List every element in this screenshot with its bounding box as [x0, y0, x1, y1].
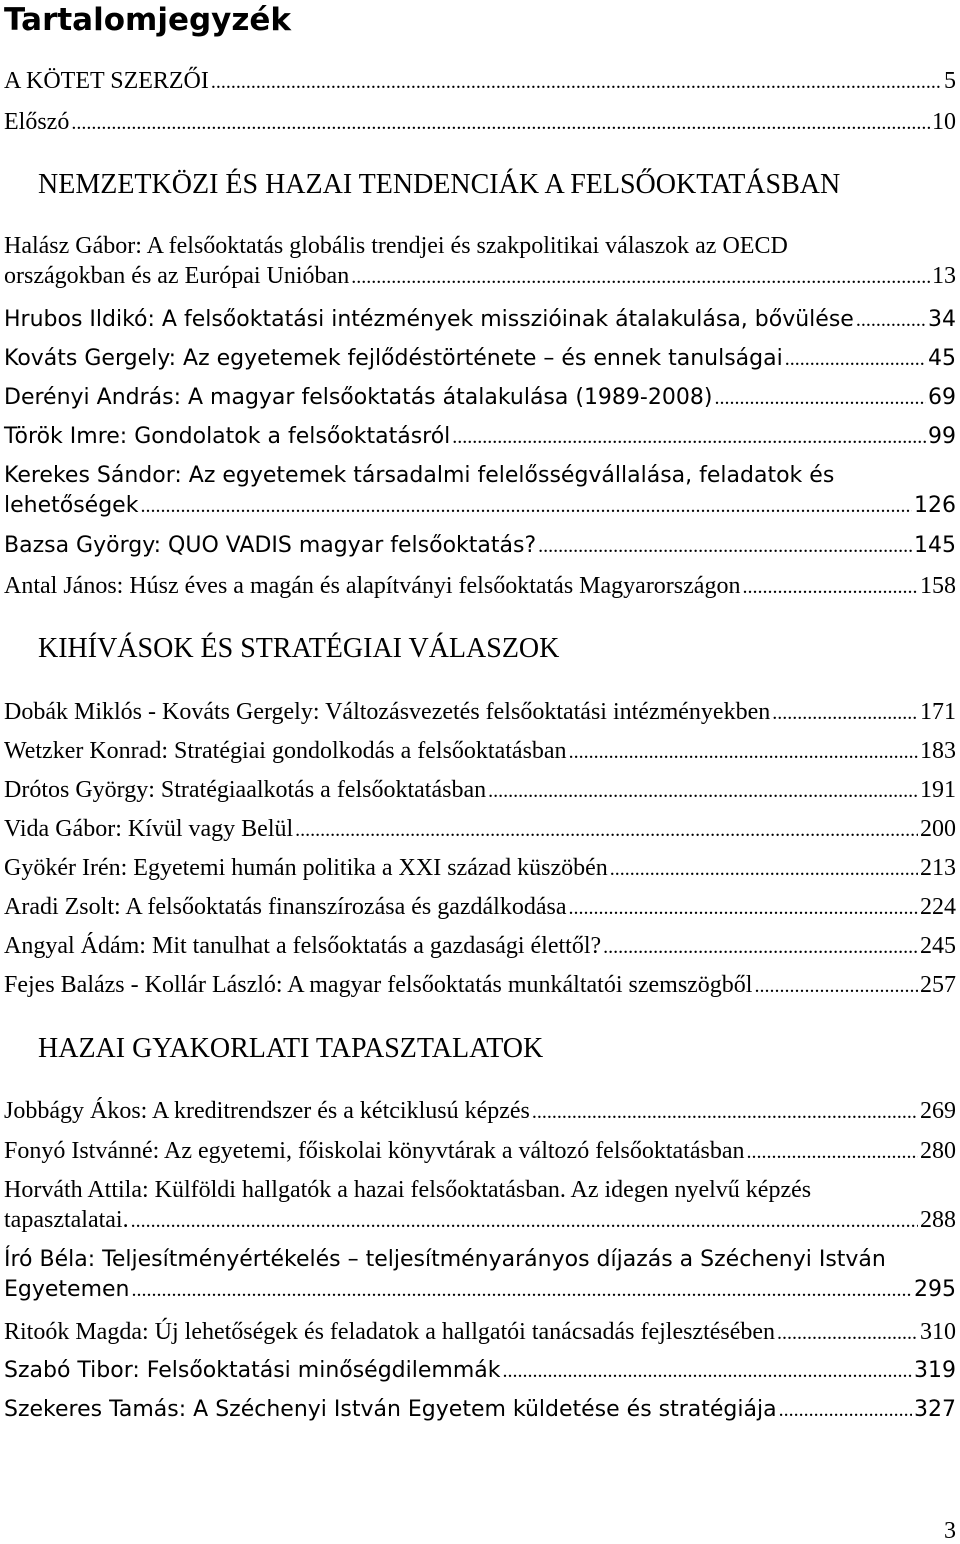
- toc-entry-page: 295: [914, 1277, 956, 1302]
- toc-entry[interactable]: [4, 1245, 956, 1305]
- toc-entry-page: 213: [920, 855, 956, 881]
- section-heading: KIHÍVÁSOK ÉS STRATÉGIAI VÁLASZOK: [38, 633, 560, 664]
- toc-entry-title: országokban és az Európai Unióban: [4, 263, 350, 289]
- toc-entry-title: Dobák Miklós - Kováts Gergely: Változásvezetés felsőoktatási intézményekben: [4, 699, 771, 725]
- toc-entry[interactable]: [4, 1317, 956, 1348]
- toc-entry-page: 288: [920, 1207, 956, 1233]
- toc-entry-title: Antal János: Húsz éves a magán és alapítványi felsőoktatás Magyarországon: [4, 573, 741, 599]
- toc-entry-page: 145: [914, 533, 956, 558]
- toc-entry[interactable]: [4, 775, 956, 806]
- toc-entry-title-line: Író Béla: Teljesítményértékelés – teljesítményarányos díjazás a Széchenyi István: [4, 1247, 886, 1272]
- toc-entry-title: Hrubos Ildikó: A felsőoktatási intézmények misszióinak átalakulása, bővülése: [4, 307, 854, 332]
- toc-entry[interactable]: [4, 1356, 956, 1386]
- page-title: Tartalomjegyzék: [4, 2, 292, 38]
- toc-entry[interactable]: [4, 571, 956, 602]
- toc-entry-title: Vida Gábor: Kívül vagy Belül: [4, 816, 294, 842]
- toc-entry-title-line: Halász Gábor: A felsőoktatás globális trendjei és szakpolitikai válaszok az OECD: [4, 233, 788, 259]
- toc-entry-page: 183: [920, 738, 956, 764]
- toc-entry-page: 5: [944, 68, 956, 94]
- toc-entry-title: A KÖTET SZERZŐI: [4, 68, 209, 94]
- toc-entry-page: 200: [920, 816, 956, 842]
- toc-entry[interactable]: [4, 697, 956, 728]
- toc-entry-title: Kováts Gergely: Az egyetemek fejlődéstörténete – és ennek tanulságai: [4, 346, 783, 371]
- toc-entry-title: Aradi Zsolt: A felsőoktatás finanszírozása és gazdálkodása: [4, 894, 567, 920]
- toc-entry-page: 245: [920, 933, 956, 959]
- toc-entry-page: 99: [928, 424, 956, 449]
- toc-entry[interactable]: [4, 970, 956, 1001]
- toc-entry[interactable]: [4, 1395, 956, 1425]
- toc-entry[interactable]: [4, 231, 956, 292]
- toc-entry-page: 327: [914, 1397, 956, 1422]
- toc-entry-page: 45: [928, 346, 956, 371]
- toc-entry-page: 319: [914, 1358, 956, 1383]
- toc-entry[interactable]: [4, 1136, 956, 1167]
- toc-entry[interactable]: [4, 305, 956, 335]
- toc-entry-title: tapasztalatai.: [4, 1207, 129, 1233]
- toc-entry[interactable]: [4, 383, 956, 413]
- toc-entry-title: Drótos György: Stratégiaalkotás a felsőoktatásban: [4, 777, 487, 803]
- section-heading: NEMZETKÖZI ÉS HAZAI TENDENCIÁK A FELSŐOKTATÁSBAN: [38, 169, 841, 200]
- toc-entry-page: 257: [920, 972, 956, 998]
- section-heading: HAZAI GYAKORLATI TAPASZTALATOK: [38, 1033, 544, 1064]
- toc-entry-title: Angyal Ádám: Mit tanulhat a felsőoktatás a gazdasági élettől?: [4, 933, 602, 959]
- toc-entry-page: 10: [932, 109, 956, 135]
- toc-entry-title: Gyökér Irén: Egyetemi humán politika a XXI század küszöbén: [4, 855, 608, 881]
- toc-entry-title: Derényi András: A magyar felsőoktatás átalakulása (1989-2008): [4, 385, 713, 410]
- toc-entry[interactable]: [4, 531, 956, 561]
- toc-entry-title-line: Kerekes Sándor: Az egyetemek társadalmi felelősségvállalása, feladatok és: [4, 463, 835, 488]
- toc-entry-title: Jobbágy Ákos: A kreditrendszer és a kétciklusú képzés: [4, 1098, 530, 1124]
- toc-entry-page: 126: [914, 493, 956, 518]
- toc-entry[interactable]: [4, 461, 956, 521]
- toc-entry-title: Fonyó Istvánné: Az egyetemi, főiskolai könyvtárak a változó felsőoktatásban: [4, 1138, 745, 1164]
- toc-entry-page: 171: [920, 699, 956, 725]
- toc-entry-title: Ritoók Magda: Új lehetőségek és feladatok a hallgatói tanácsadás fejlesztésében: [4, 1319, 776, 1345]
- toc-entry-page: 224: [920, 894, 956, 920]
- toc-entry-page: 269: [920, 1098, 956, 1124]
- toc-entry-page: 158: [920, 573, 956, 599]
- toc-entry[interactable]: [4, 736, 956, 767]
- page-number: 3: [944, 1518, 956, 1544]
- toc-entry-title: Szabó Tibor: Felsőoktatási minőségdilemmák: [4, 1358, 501, 1383]
- toc-entry[interactable]: [4, 892, 956, 923]
- toc-entry[interactable]: [4, 853, 956, 884]
- toc-entry-page: 310: [920, 1319, 956, 1345]
- toc-entry-title: Előszó: [4, 109, 70, 135]
- toc-entry[interactable]: [4, 1175, 956, 1236]
- toc-entry[interactable]: [4, 422, 956, 452]
- toc-entry[interactable]: [4, 1096, 956, 1127]
- toc-entry-title-line: Horváth Attila: Külföldi hallgatók a hazai felsőoktatásban. Az idegen nyelvű képzés: [4, 1177, 812, 1203]
- toc-entry-title: Szekeres Tamás: A Széchenyi István Egyetem küldetése és stratégiája: [4, 1397, 777, 1422]
- toc-entry[interactable]: [4, 344, 956, 374]
- toc-entry-title: Wetzker Konrad: Stratégiai gondolkodás a felsőoktatásban: [4, 738, 567, 764]
- toc-entry-page: 69: [928, 385, 956, 410]
- toc-entry-page: 34: [928, 307, 956, 332]
- toc-entry-title: Egyetemen: [4, 1277, 130, 1302]
- toc-entry-page: 191: [920, 777, 956, 803]
- toc-entry-title: lehetőségek: [4, 493, 139, 518]
- toc-entry[interactable]: [4, 931, 956, 962]
- toc-entry-title: Fejes Balázs - Kollár László: A magyar felsőoktatás munkáltatói szemszögből: [4, 972, 753, 998]
- toc-entry-page: 13: [932, 263, 956, 289]
- toc-entry[interactable]: [4, 66, 956, 97]
- toc-entry-page: 280: [920, 1138, 956, 1164]
- toc-entry-title: Bazsa György: QUO VADIS magyar felsőoktatás?: [4, 533, 537, 558]
- toc-entry[interactable]: [4, 107, 956, 138]
- toc-entry[interactable]: [4, 814, 956, 845]
- toc-entry-title: Török Imre: Gondolatok a felsőoktatásról: [4, 424, 451, 449]
